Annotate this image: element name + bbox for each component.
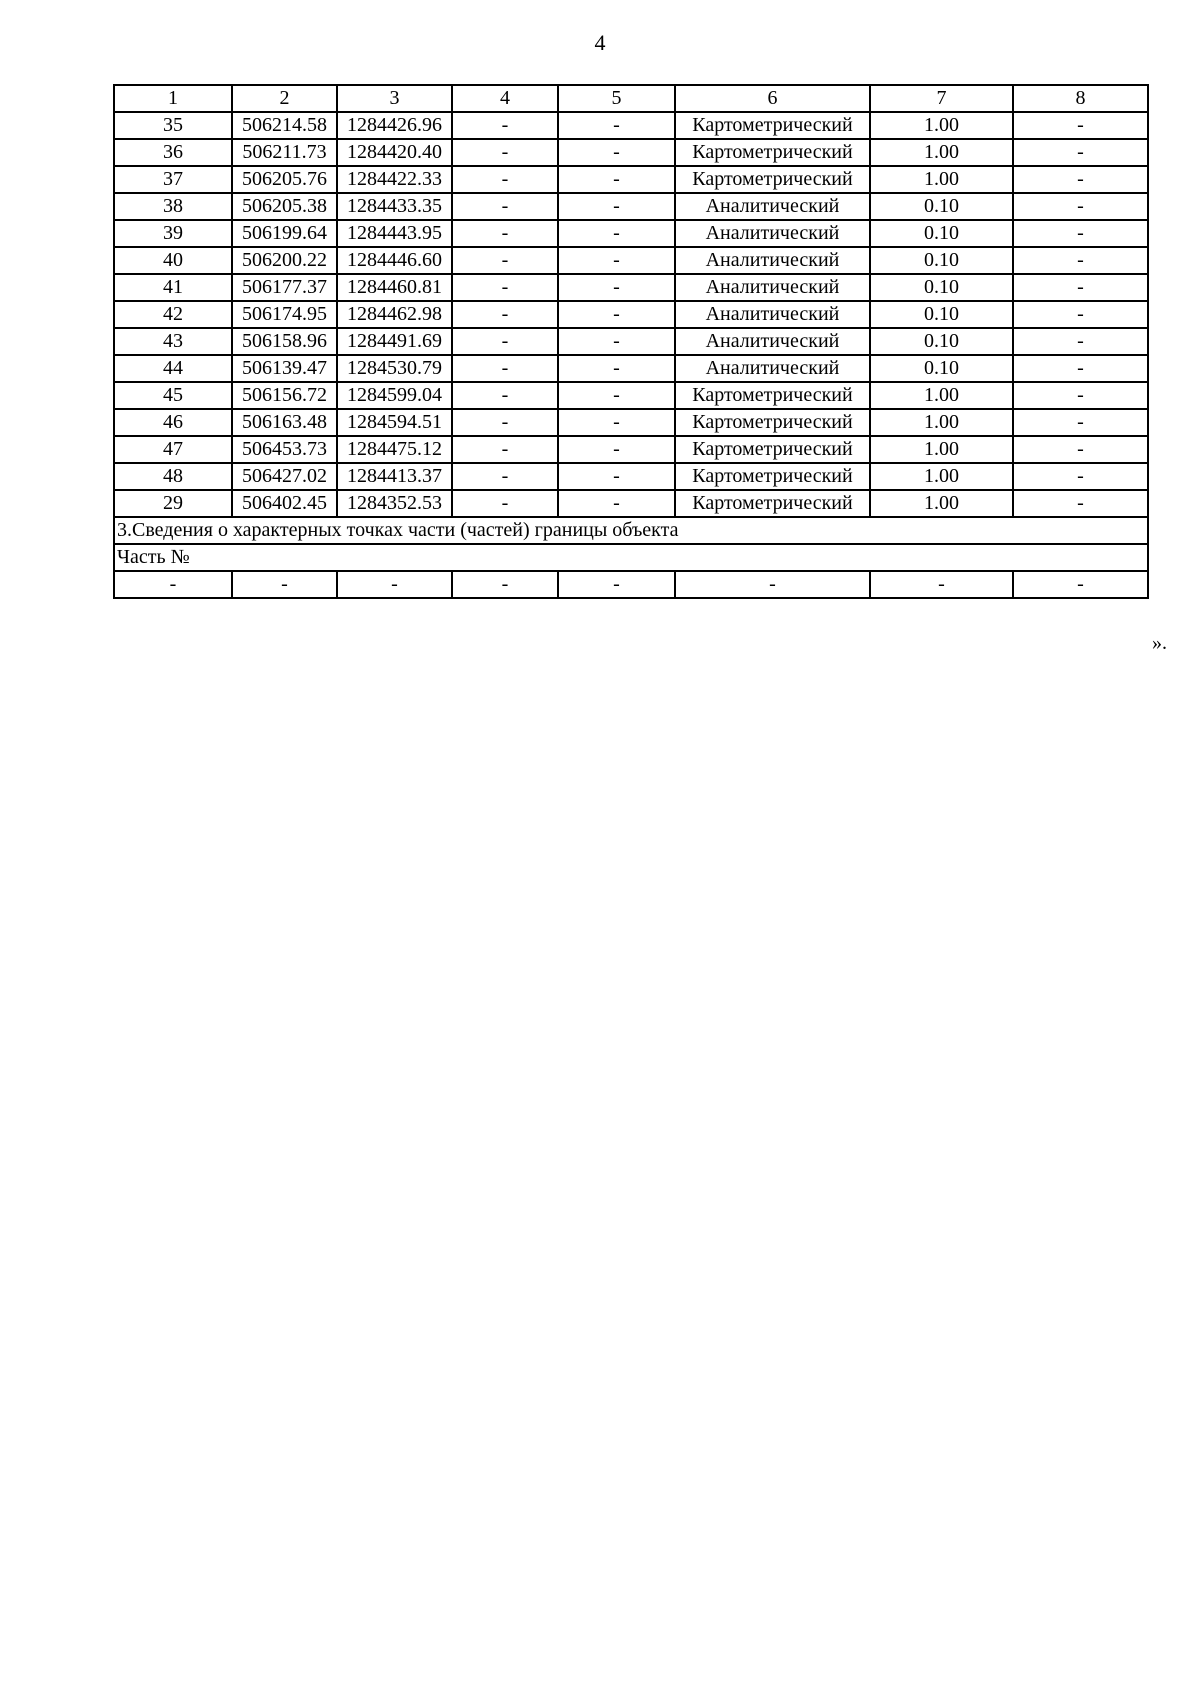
table-cell: - [1013,436,1148,463]
table-cell: 1284594.51 [337,409,452,436]
empty-part-row [114,571,1148,598]
table-cell: - [558,355,675,382]
table-cell: - [1013,139,1148,166]
table-cell: 1284462.98 [337,301,452,328]
table-cell: 506158.96 [232,328,337,355]
coordinates-table [113,84,1149,599]
table-cell: 1284599.04 [337,382,452,409]
table-cell: 1.00 [870,166,1013,193]
table-cell: 1.00 [870,139,1013,166]
table-cell: - [1013,490,1148,517]
table-cell: - [558,436,675,463]
table-cell: - [1013,166,1148,193]
table-cell: 1284426.96 [337,112,452,139]
table-cell: 0.10 [870,193,1013,220]
section-title: 3.Сведения о характерных точках части (частей) границы объекта [114,517,1148,544]
table-cell: 1284475.12 [337,436,452,463]
empty-cell: - [232,571,337,598]
table-cell: Аналитический [675,193,870,220]
table-cell: - [452,247,558,274]
table-cell: - [558,328,675,355]
table-cell: - [1013,328,1148,355]
table-cell: 1284420.40 [337,139,452,166]
part-number-label: Часть № [114,544,1148,571]
table-cell: Аналитический [675,301,870,328]
table-row [114,382,1148,409]
column-number-header: 1 [114,85,232,112]
table-cell: 45 [114,382,232,409]
table-cell: Аналитический [675,274,870,301]
table-cell: - [452,166,558,193]
table-cell: 29 [114,490,232,517]
table-cell: 0.10 [870,274,1013,301]
table-cell: - [1013,355,1148,382]
table-row [114,274,1148,301]
table-cell: Аналитический [675,220,870,247]
table-cell: 1284422.33 [337,166,452,193]
table-cell: - [558,220,675,247]
table-header-row [114,85,1148,112]
table-cell: 47 [114,436,232,463]
table-cell: - [452,220,558,247]
table-cell: - [452,328,558,355]
table-cell: - [1013,301,1148,328]
column-number-header: 4 [452,85,558,112]
table-cell: 0.10 [870,220,1013,247]
table-cell: 1.00 [870,382,1013,409]
table-cell: 1284530.79 [337,355,452,382]
table-cell: - [558,112,675,139]
table-cell: 36 [114,139,232,166]
empty-cell: - [337,571,452,598]
empty-cell: - [675,571,870,598]
column-number-header: 8 [1013,85,1148,112]
empty-cell: - [114,571,232,598]
table-cell: - [558,409,675,436]
table-cell: 38 [114,193,232,220]
table-row [114,166,1148,193]
table-cell: 1.00 [870,463,1013,490]
table-cell: - [1013,220,1148,247]
table-cell: - [452,139,558,166]
column-number-header: 3 [337,85,452,112]
table-row [114,436,1148,463]
table-cell: Картометрический [675,436,870,463]
table-cell: 506139.47 [232,355,337,382]
table-cell: 46 [114,409,232,436]
table-cell: - [1013,247,1148,274]
column-number-header: 5 [558,85,675,112]
table-row [114,112,1148,139]
table-cell: Картометрический [675,112,870,139]
table-cell: Аналитический [675,328,870,355]
table-cell: - [1013,409,1148,436]
table-cell: 1284491.69 [337,328,452,355]
column-number-header: 6 [675,85,870,112]
table-cell: 0.10 [870,301,1013,328]
table-cell: 1284460.81 [337,274,452,301]
table-cell: - [452,463,558,490]
table-cell: - [558,463,675,490]
table-cell: - [558,382,675,409]
table-cell: 48 [114,463,232,490]
table-cell: - [558,274,675,301]
table-cell: 0.10 [870,355,1013,382]
table-cell: Картометрический [675,166,870,193]
table-cell: 506199.64 [232,220,337,247]
table-body [114,85,1148,598]
table-cell: 1284433.35 [337,193,452,220]
table-cell: - [452,274,558,301]
table-cell: 1284443.95 [337,220,452,247]
table-cell: 506211.73 [232,139,337,166]
table-cell: - [452,112,558,139]
table-cell: 40 [114,247,232,274]
table-cell: 42 [114,301,232,328]
table-cell: - [1013,382,1148,409]
table-cell: - [558,166,675,193]
closing-quote-mark: ». [1152,632,1167,654]
table-cell: Аналитический [675,247,870,274]
empty-cell: - [1013,571,1148,598]
table-cell: - [1013,463,1148,490]
table-cell: 506427.02 [232,463,337,490]
table-cell: - [452,409,558,436]
table-cell: 1.00 [870,490,1013,517]
table-cell: 41 [114,274,232,301]
table-cell: 506453.73 [232,436,337,463]
table-cell: 506214.58 [232,112,337,139]
column-number-header: 7 [870,85,1013,112]
table-cell: - [1013,112,1148,139]
table-cell: 35 [114,112,232,139]
table-cell: Картометрический [675,409,870,436]
empty-cell: - [452,571,558,598]
table-cell: 506205.76 [232,166,337,193]
table-cell: - [452,301,558,328]
table-cell: 44 [114,355,232,382]
table-row [114,247,1148,274]
table-cell: 1284352.53 [337,490,452,517]
table-cell: 1284446.60 [337,247,452,274]
table-cell: 506200.22 [232,247,337,274]
table-row [114,355,1148,382]
table-cell: Картометрический [675,382,870,409]
table-cell: - [558,139,675,166]
table-cell: - [1013,274,1148,301]
table-cell: Аналитический [675,355,870,382]
table-row [114,139,1148,166]
table-cell: - [452,490,558,517]
table-cell: 1284413.37 [337,463,452,490]
coordinates-table-container [113,84,1147,599]
table-row [114,220,1148,247]
table-cell: - [558,247,675,274]
table-row [114,490,1148,517]
table-cell: 506156.72 [232,382,337,409]
table-cell: 506174.95 [232,301,337,328]
table-cell: - [452,193,558,220]
table-row [114,301,1148,328]
table-cell: - [452,436,558,463]
table-cell: Картометрический [675,139,870,166]
table-row [114,409,1148,436]
section-title-row [114,517,1148,544]
table-cell: Картометрический [675,463,870,490]
table-cell: - [1013,193,1148,220]
table-cell: 1.00 [870,112,1013,139]
table-cell: 43 [114,328,232,355]
table-cell: - [558,193,675,220]
table-cell: - [452,355,558,382]
column-number-header: 2 [232,85,337,112]
table-cell: - [558,490,675,517]
empty-cell: - [558,571,675,598]
table-row [114,463,1148,490]
table-cell: - [452,382,558,409]
table-cell: 1.00 [870,409,1013,436]
empty-cell: - [870,571,1013,598]
table-cell: 37 [114,166,232,193]
page-number: 4 [594,30,606,55]
table-cell: 506402.45 [232,490,337,517]
table-cell: 506163.48 [232,409,337,436]
table-cell: 0.10 [870,328,1013,355]
table-cell: 0.10 [870,247,1013,274]
part-label-row [114,544,1148,571]
table-cell: 506205.38 [232,193,337,220]
table-cell: 39 [114,220,232,247]
table-row [114,193,1148,220]
table-cell: Картометрический [675,490,870,517]
table-cell: 1.00 [870,436,1013,463]
table-cell: - [558,301,675,328]
table-cell: 506177.37 [232,274,337,301]
table-row [114,328,1148,355]
